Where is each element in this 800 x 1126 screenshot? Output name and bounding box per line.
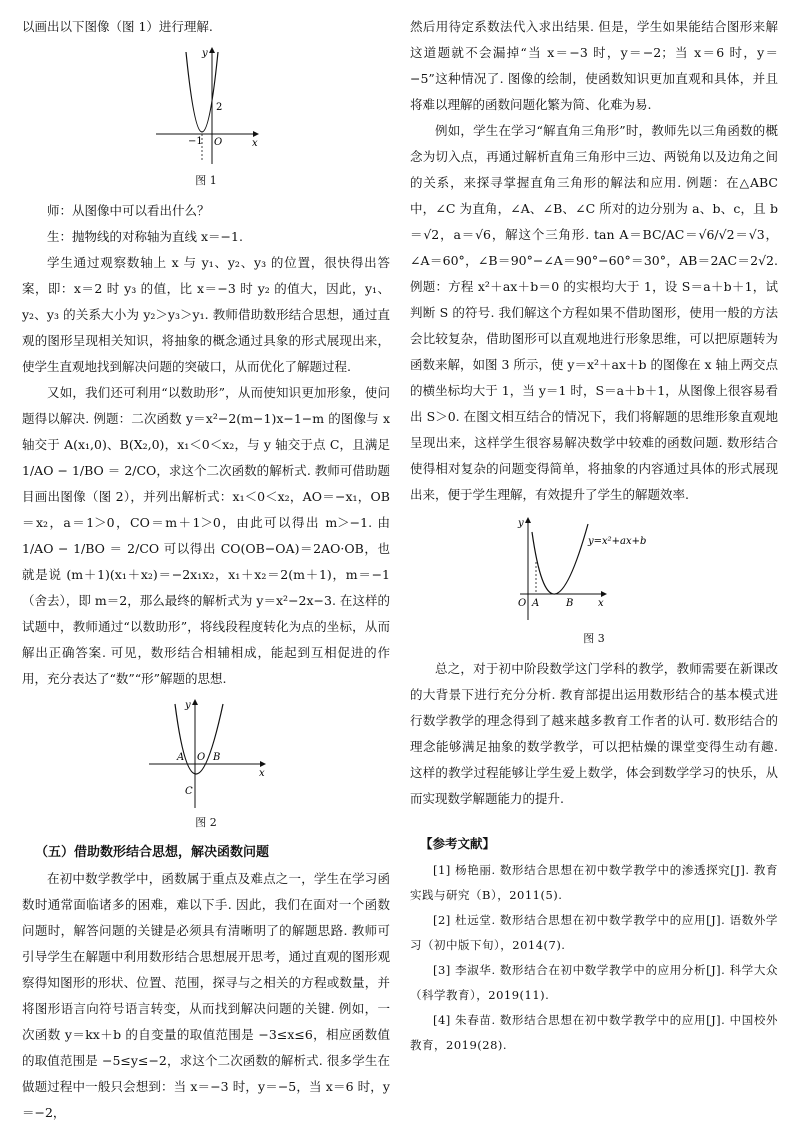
label-origin: O	[197, 752, 206, 763]
left-column	[22, 14, 390, 1126]
figure-2-caption: 图 2	[195, 816, 217, 829]
label-A: A	[532, 598, 540, 609]
references-title: 【参考文献】	[420, 836, 496, 851]
references-list	[410, 858, 778, 1058]
figure-3-caption: 图 3	[583, 632, 605, 645]
reference-item: [3] 李淑华. 数形结合在初中数学教学中的应用分析[J]. 科学大众（科学教育），2019(11).	[410, 963, 778, 1002]
right-column	[410, 14, 778, 1058]
label-origin: O	[518, 598, 527, 609]
figure-3	[410, 510, 778, 650]
y-axis-label: y	[185, 700, 191, 711]
y-axis-label: y	[518, 518, 524, 529]
parabola-curve	[532, 524, 588, 594]
figure-1	[22, 42, 390, 192]
paragraph: 例如，学生在学习“解直角三角形”时，教师先以三角函数的概念为切入点，再通过解析直角三角形中三边、两锐角以及边角之间的关系，来探寻掌握直角三角形的解法和应用. 例题：在△ABC 中，∠C 为直角，∠A、∠B、∠C 所对的边分别为 a、b、c，且 b＝√2，a＝√6，解这个三角形. tan A＝BC/AC＝√6/√2＝√3，∠A＝60°，∠B＝90°−∠A＝90°−60°＝30°，AB＝2AC＝2√2. 例题：方程 x²＋ax＋b＝0 的实根均大于 1，设 S＝a＋b＋1，试判断 S 的符号. 我们解这个方程如果不借助图形，使用一般的方法会比较复杂，借助图形可以直观地进行形象思维，可以把原题转为函数来解，如图 3 所示，使 y＝x²＋ax＋b 的图像在 x 轴上两交点的横坐标均大于 1，当 y＝1 时，S＝a＋b＋1，从图像上很容易看出 S＞0. 在图文相互结合的情况下，我们将解题的思维形象直观地呈现出来，这样学生很容易解决数学中较难的函数问题. 数形结合使得相对复杂的问题变得简单，将抽象的内容通过具体的形式展现出来，便于学生理解，有效提升了学生的解题效率.	[410, 123, 778, 502]
y-axis-label: y	[202, 48, 208, 59]
figure-1-graph	[146, 42, 266, 170]
paragraph: 师：从图像中可以看出什么？	[47, 203, 210, 218]
x-axis-label: x	[259, 768, 265, 779]
parabola-curve	[186, 52, 218, 132]
figure-1-caption: 图 1	[195, 174, 217, 187]
paragraph: 在初中数学教学中，函数属于重点及难点之一，学生在学习函数时通常面临诸多的困难，难以下手. 因此，我们在面对一个函数问题时，解答问题的关键是必须具有清晰明了的解题思路. 教师可引导学生在解题中利用数形结合思想展开思考，通过直观的图形观察得知图形的形状、位置、范围，探寻与之相关的方程或数量，并将图形语言向符号语言转变，从而找到解决问题的关键. 例如，一次函数 y＝kx＋b 的自变量的取值范围是 −3≤x≤6，相应函数值的取值范围是 −5≤y≤−2，求这个二次函数的解析式. 很多学生在做题过程中一般只会想到：当 x＝−3 时，y＝−5，当 x＝6 时，y＝−2，	[22, 871, 390, 1120]
x-axis-label: x	[252, 138, 258, 149]
reference-item: [1] 杨艳丽. 数形结合思想在初中数学教学中的渗透探究[J]. 教育实践与研究（B），2011(5).	[410, 863, 778, 902]
paragraph: 总之，对于初中阶段数学这门学科的教学，教师需要在新课改的大背景下进行充分分析. 教育部提出运用数形结合的基本模式进行数学教学的理念得到了越来越多教育工作者的认可. 数形结合的理念能够满足抽象的数学教学，可以把枯燥的课堂变得生动有趣. 这样的教学过程能够让学生爱上数学，体会到数学学习的快乐，从而实现数学解题能力的提升.	[410, 661, 778, 806]
reference-item: [2] 杜远堂. 数形结合思想在初中数学教学中的应用[J]. 语数外学习（初中版下旬），2014(7).	[410, 913, 778, 952]
paragraph: 以画出以下图像（图 1）进行理解.	[22, 19, 213, 34]
label-C: C	[185, 786, 193, 797]
label-origin: O	[214, 137, 223, 148]
label-neg1: −1	[188, 136, 203, 147]
label-2: 2	[216, 102, 223, 113]
figure-2-graph	[141, 694, 271, 812]
paragraph: 生：抛物线的对称轴为直线 x＝−1.	[47, 229, 243, 244]
label-B: B	[213, 752, 221, 763]
section-heading: （五）借助数形结合思想，解决函数问题	[35, 845, 270, 860]
curve-label: y=x²+ax+b	[588, 536, 647, 547]
paragraph: 然后用待定系数法代入求出结果. 但是，学生如果能结合图形来解这道题就不会漏掉“当 x＝−3 时，y＝−2；当 x＝6 时，y＝−5”这种情况了. 图像的绘制，使函数知识更加直观和具体，并且将难以理解的函数问题化繁为简、化难为易.	[410, 19, 778, 112]
figure-2	[22, 694, 390, 834]
x-axis-label: x	[598, 598, 604, 609]
label-A: A	[177, 752, 185, 763]
paragraph: 学生通过观察数轴上 x 与 y₁、y₂、y₃ 的位置，很快得出答案，即：x＝2 时 y₃ 的值，比 x＝−3 时 y₂ 的值大，因此，y₁、y₂、y₃ 的关系大小为 y₂＞y₃＞y₁. 教师借助数形结合思想，通过直观的图形呈现相关知识，将抽象的概念通过具象的形式展现出来，使学生直观地找到解决问题的突破口，从而优化了解题过程.	[22, 255, 390, 374]
label-B: B	[566, 598, 574, 609]
reference-item: [4] 朱春苗. 数形结合思想在初中数学教学中的应用[J]. 中国校外教育，2019(28).	[410, 1013, 778, 1052]
figure-3-graph	[494, 510, 694, 628]
paragraph: 又如，我们还可利用“以数助形”，从而使知识更加形象，使问题得以解决. 例题：二次函数 y＝x²−2(m−1)x−1−m 的图像与 x 轴交于 A(x₁,0)、B(X₂,0)，x₁＜0＜x₂，与 y 轴交于点 C，且满足 1/AO − 1/BO ＝ 2/CO，求这个二次函数的解析式. 教师可借助题目画出图像（图 2），并列出解析式：x₁＜0＜x₂，AO＝−x₁，OB＝x₂，a＝1＞0，CO＝m＋1＞0，由此可以得出 m＞−1. 由 1/AO − 1/BO ＝ 2/CO 可以得出 CO(OB−OA)＝2AO·OB，也就是说 (m＋1)(x₁＋x₂)＝−2x₁x₂，x₁＋x₂＝2(m＋1)，m＝−1（舍去），即 m＝2，那么最终的解析式为 y＝x²−2x−3. 在这样的试题中，教师通过“以数助形”，将线段程度转化为点的坐标，从而解出正确答案. 可见，数形结合相辅相成，能起到互相促进的作用，充分表达了“数”“形”解题的思想.	[22, 385, 390, 686]
